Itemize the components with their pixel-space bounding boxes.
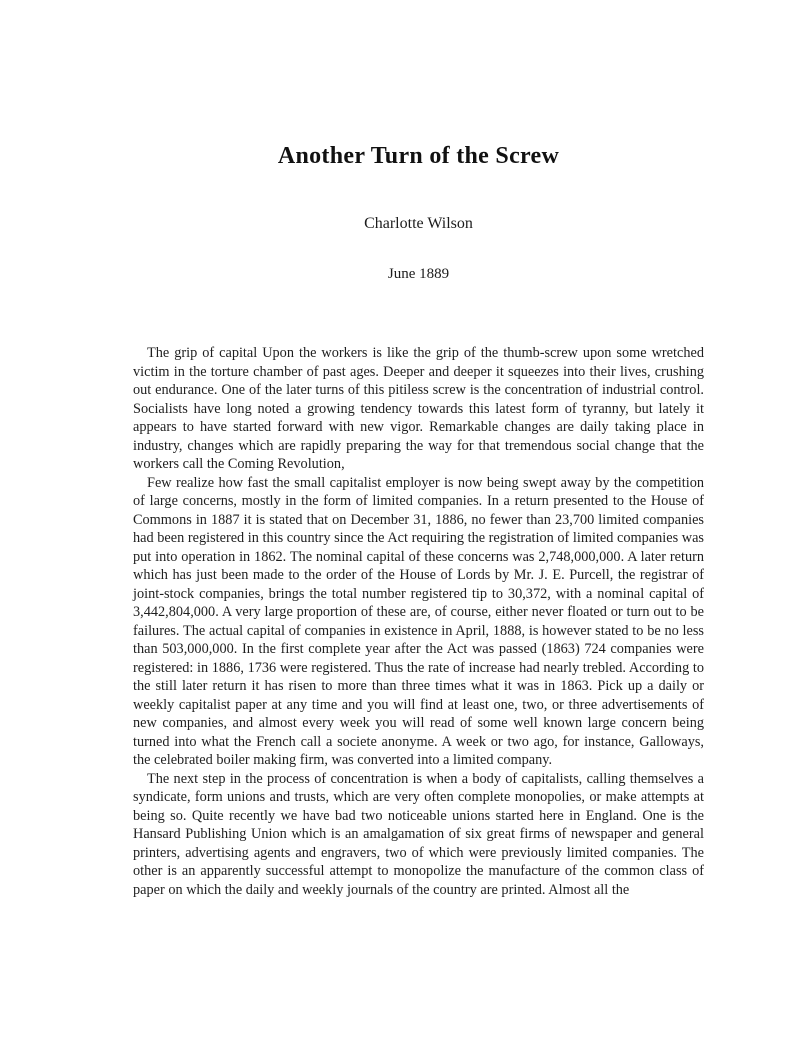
paragraph: The grip of capital Upon the workers is like the grip of the thumb-screw upon some wretched victim in the torture chamber of past ages. Deeper and deeper it squeezes into their lives, crushing out endurance. One of the later turns of this pitiless screw is the concentration of industrial control. Socialists have long noted a growing tendency towards this latest form of tyranny, but lately it appears to have started forward with new vigor. Remarkable changes are daily taking place in industry, changes which are rapidly preparing the way for that tremendous social change that the workers call the Coming Revolution, [133, 345, 704, 472]
article-title: Another Turn of the Screw [277, 143, 560, 169]
author-name: Charlotte Wilson [364, 215, 473, 232]
paragraph: Few realize how fast the small capitalist employer is now being swept away by the competition of large concerns, mostly in the form of limited companies. In a return presented to the House of Commons in 1887 it is stated that on December 31, 1886, no fewer than 23,700 limited companies had been registered in this country since the Act requiring the registration of limited companies was put into operation in 1862. The nominal capital of these concerns was 2,748,000,000. A later return which has just been made to the order of the House of Lords by Mr. J. E. Purcell, the registrar of joint-stock companies, brings the total number registered tip to 30,372, with a nominal capital of 3,442,804,000. A very large proportion of these are, of course, either never floated or turn out to be failures. The actual capital of companies in existence in April, 1888, is however stated to be no less than 503,000,000. In the first complete year after the Act was passed (1863) 724 companies were registered: in 1886, 1736 were registered. Thus the rate of increase had nearly trebled. According to the still later return it has risen to more than three times what it was in 1863. Pick up a daily or weekly capitalist paper at any time and you will find at least one, two, or three advertisements of new companies, and almost every week you will read of some well known large concern being turned into what the French call a societe anonyme. A week or two ago, for instance, Galloways, the celebrated boiler making firm, was converted into a limited company. [133, 474, 704, 768]
paragraph: The next step in the process of concentration is when a body of capitalists, calling themselves a syndicate, form unions and trusts, which are very often complete monopolies, or make attempts at being so. Quite recently we have bad two noticeable unions started here in England. One is the Hansard Publishing Union which is an amalgamation of six great firms of newspaper and general printers, advertising agents and engravers, two of which were previously limited companies. The other is an apparently successful attempt to monopolize the manufacture of the common class of paper on which the daily and weekly journals of the country are printed. Almost all the [133, 770, 704, 898]
article-body [133, 344, 704, 899]
publication-date: June 1889 [387, 266, 450, 282]
